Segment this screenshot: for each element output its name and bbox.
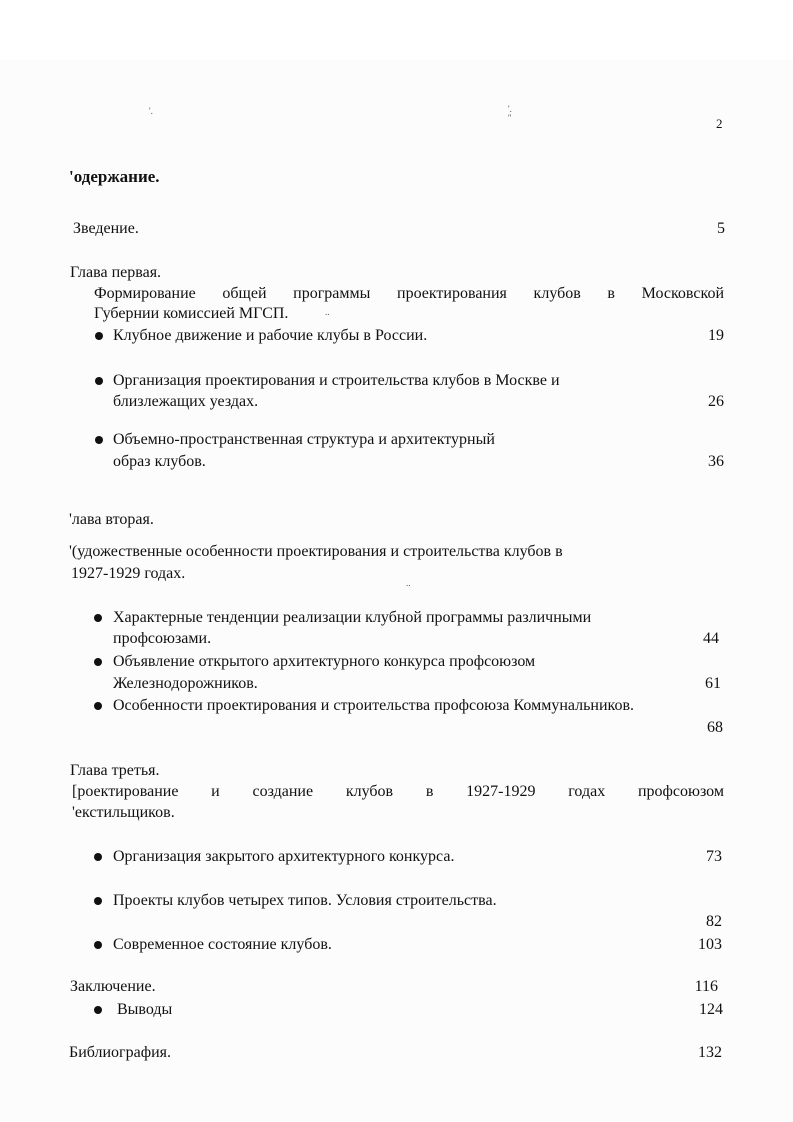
chapter1-title-line1: Формирование общей программы проектирования клубов в Московской bbox=[94, 285, 724, 302]
toc-intro-label: Зведение. bbox=[73, 220, 139, 237]
toc-item-text: Современное состояние клубов. bbox=[113, 936, 332, 953]
toc-intro-page: 5 bbox=[717, 220, 725, 237]
bullet-icon bbox=[94, 702, 102, 710]
toc-item-text: образ клубов. bbox=[113, 453, 206, 470]
toc-item-text: Организация проектирования и строительства клубов в Москве и bbox=[113, 372, 560, 389]
page-number: 2 bbox=[716, 116, 723, 131]
toc-item-text: Железнодорожников. bbox=[113, 675, 258, 692]
scan-speck: '. bbox=[149, 106, 153, 116]
toc-item-text: Объявление открытого архитектурного конкурса профсоюзом bbox=[113, 653, 536, 670]
toc-bibliography-label: Библиография. bbox=[69, 1044, 171, 1061]
toc-item-text: Клубное движение и рабочие клубы в России. bbox=[113, 327, 428, 344]
bullet-icon bbox=[94, 614, 102, 622]
chapter1-title-line2: Губернии комиссией МГСП. bbox=[94, 305, 289, 322]
toc-item-page: 68 bbox=[707, 719, 723, 736]
toc-item-page: 82 bbox=[706, 913, 722, 930]
chapter2-heading: 'лава вторая. bbox=[69, 511, 154, 528]
toc-item-text: Характерные тенденции реализации клубной программы различными bbox=[113, 609, 592, 626]
bullet-icon bbox=[95, 436, 103, 444]
toc-conclusion-page: 116 bbox=[694, 978, 718, 995]
toc-item-text: Особенности проектирования и строительства профсоюза Коммунальников. bbox=[113, 697, 635, 714]
scan-speck: '' bbox=[508, 113, 512, 123]
toc-item-text: Объемно-пространственная структура и архитектурный bbox=[113, 431, 495, 448]
toc-item-page: 26 bbox=[708, 393, 724, 410]
chapter3-title-line1: [роектирование и создание клубов в 1927-1929 годах профсоюзом bbox=[72, 783, 724, 800]
bullet-icon bbox=[94, 897, 102, 905]
bullet-icon bbox=[95, 377, 103, 385]
scan-speck: .. bbox=[406, 578, 411, 588]
toc-bibliography-page: 132 bbox=[698, 1044, 722, 1061]
bullet-icon bbox=[95, 332, 103, 340]
toc-item-text: Проекты клубов четырех типов. Условия строительства. bbox=[113, 892, 497, 909]
chapter1-heading: Глава первая. bbox=[70, 264, 162, 281]
chapter2-title-line1: '(удожественные особенности проектирования и строительства клубов в bbox=[69, 543, 563, 560]
toc-item-page: 73 bbox=[706, 848, 722, 865]
bullet-icon bbox=[94, 658, 102, 666]
toc-findings-page: 124 bbox=[699, 1001, 723, 1018]
toc-item-text: близлежащих уездах. bbox=[113, 393, 259, 410]
toc-item-text: Организация закрытого архитектурного конкурса. bbox=[113, 848, 455, 865]
page-title: 'одержание. bbox=[69, 167, 160, 186]
chapter3-title-line2: 'екстильщиков. bbox=[72, 804, 175, 821]
bullet-icon bbox=[94, 1006, 102, 1014]
toc-conclusion-label: Заключение. bbox=[70, 978, 156, 995]
bullet-icon bbox=[94, 853, 102, 861]
chapter3-heading: Глава третья. bbox=[70, 762, 160, 779]
scan-speck: '. bbox=[508, 104, 512, 114]
chapter2-title-line2: 1927-1929 годах. bbox=[71, 565, 186, 582]
toc-item-text: профсоюзами. bbox=[113, 630, 212, 647]
toc-item-page: 103 bbox=[698, 936, 722, 953]
toc-item-page: 19 bbox=[708, 327, 724, 344]
toc-findings-label: Выводы bbox=[117, 1001, 173, 1018]
toc-item-page: 44 bbox=[703, 630, 719, 647]
scan-speck: .. bbox=[325, 307, 330, 317]
toc-item-page: 61 bbox=[705, 675, 721, 692]
bullet-icon bbox=[94, 941, 102, 949]
toc-item-page: 36 bbox=[708, 453, 724, 470]
